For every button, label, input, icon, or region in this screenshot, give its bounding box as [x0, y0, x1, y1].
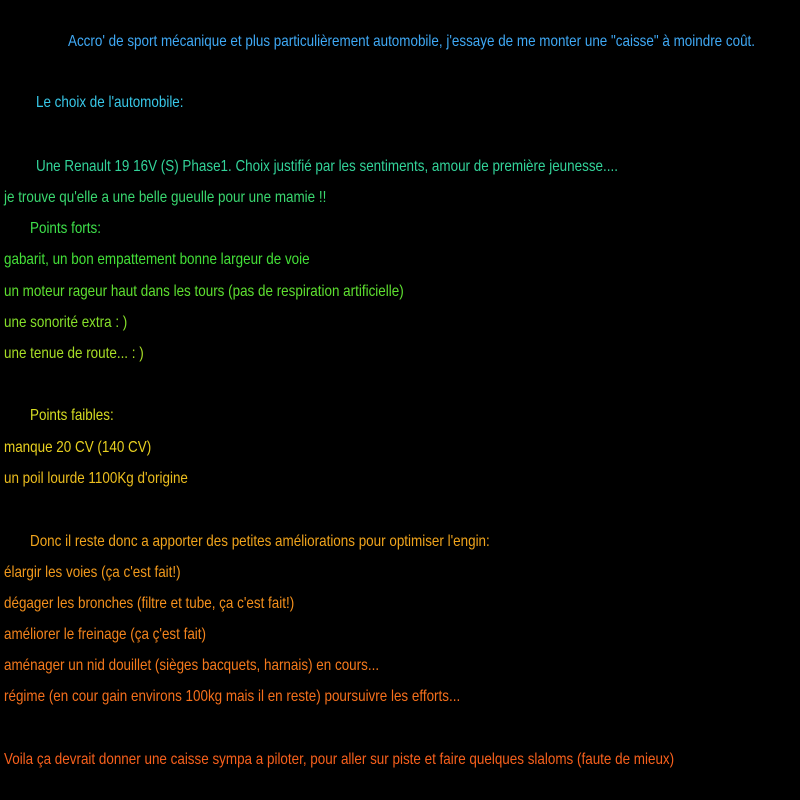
weakness-item: manque 20 CV (140 CV) [4, 439, 152, 456]
intro-line: Accro' de sport mécanique et plus particulièrement automobile, j'essaye de me monter une "caisse" à moindre coût. [68, 33, 756, 50]
strength-item: un moteur rageur haut dans les tours (pas de respiration artificielle) [4, 283, 404, 300]
opinion-line: je trouve qu'elle a une belle gueulle pour une mamie !! [4, 189, 327, 206]
improvement-item: améliorer le freinage (ça ç'est fait) [4, 626, 207, 643]
section-heading-choice: Le choix de l'automobile: [36, 94, 184, 111]
improvement-item: dégager les bronches (filtre et tube, ça c'est fait!) [4, 595, 295, 612]
strength-item: une sonorité extra : ) [4, 314, 128, 331]
strength-item: gabarit, un bon empattement bonne largeur de voie [4, 251, 310, 268]
conclusion-line: Voila ça devrait donner une caisse sympa a piloter, pour aller sur piste et faire quelques slaloms (faute de mieux) [4, 751, 675, 768]
strengths-heading: Points forts: [30, 220, 101, 237]
car-description-line: Une Renault 19 16V (S) Phase1. Choix justifié par les sentiments, amour de première jeunesse.... [36, 158, 618, 175]
improvements-heading: Donc il reste donc a apporter des petites améliorations pour optimiser l'engin: [30, 533, 490, 550]
improvement-item: régime (en cour gain environs 100kg mais il en reste) poursuivre les efforts... [4, 688, 461, 705]
improvement-item: aménager un nid douillet (sièges bacquets, harnais) en cours... [4, 657, 380, 674]
strength-item: une tenue de route... : ) [4, 345, 144, 362]
weaknesses-heading: Points faibles: [30, 407, 114, 424]
weakness-item: un poil lourde 1100Kg d'origine [4, 470, 188, 487]
improvement-item: élargir les voies (ça c'est fait!) [4, 564, 181, 581]
